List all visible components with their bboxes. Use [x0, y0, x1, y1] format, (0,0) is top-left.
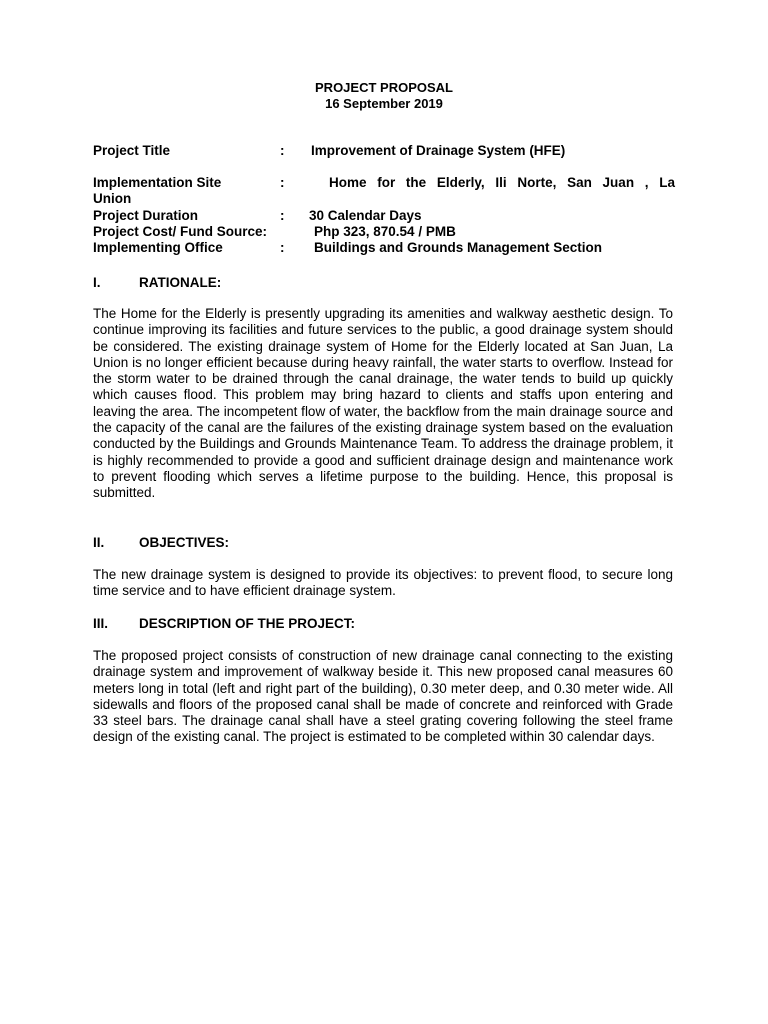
section-number: III.	[93, 616, 109, 631]
project-title-label: Project Title	[93, 143, 171, 158]
implementation-site-label: Implementation Site	[93, 175, 222, 190]
implementing-office-label: Implementing Office	[93, 240, 223, 255]
section-number: I.	[93, 275, 101, 290]
implementing-office-value: Buildings and Grounds Management Section	[314, 240, 603, 255]
objectives-paragraph: The new drainage system is designed to provide its objectives: to prevent flood, to secure long time service and to have efficient drainage system.	[93, 567, 673, 599]
implementation-site-value: Home for the Elderly, Ili Norte, San Juan , La	[329, 175, 675, 190]
project-cost-label: Project Cost/ Fund Source:	[93, 224, 268, 239]
project-title-value: Improvement of Drainage System (HFE)	[311, 143, 566, 158]
colon: :	[280, 143, 285, 158]
section-number: II.	[93, 535, 105, 550]
section-title: OBJECTIVES:	[139, 535, 230, 550]
colon: :	[280, 240, 285, 255]
colon: :	[280, 175, 285, 190]
description-paragraph: The proposed project consists of construction of new drainage canal connecting to the existing drainage system and improvement of walkway beside it. This new proposed canal measures 60 meters long in total (left and right part of the building), 0.30 meter deep, and 0.30 meter wide. All sidewalls and floors of the proposed canal shall be made of concrete and reinforced with Grade 33 steel bars. The drainage canal shall have a steel grating covering following the steel frame design of the existing canal. The project is estimated to be completed within 30 calendar days.	[93, 648, 673, 745]
project-cost-value: Php 323, 870.54 / PMB	[314, 224, 456, 239]
document-date: 16 September 2019	[325, 96, 443, 111]
implementation-site-value-cont: Union	[93, 191, 132, 206]
section-title: DESCRIPTION OF THE PROJECT:	[139, 616, 356, 631]
section-title: RATIONALE:	[139, 275, 222, 290]
colon: :	[280, 208, 285, 223]
document-title: PROJECT PROPOSAL	[315, 80, 453, 95]
rationale-paragraph: The Home for the Elderly is presently upgrading its amenities and walkway aesthetic design. To continue improving its facilities and future services to the public, a good drainage system should be considered. The existing drainage system of Home for the Elderly located at San Juan, La Union is no longer efficient because during heavy rainfall, the water starts to overflow. Instead for the storm water to be drained through the canal drainage, the water tends to build up quickly which causes flood. This problem may bring hazard to clients and staffs upon entering and leaving the area. The incompetent flow of water, the backflow from the main drainage source and the capacity of the canal are the failures of the existing drainage system based on the evaluation conducted by the Buildings and Grounds Maintenance Team. To address the drainage problem, it is highly recommended to provide a good and sufficient drainage design and maintenance work to prevent flooding which serves a lifetime purpose to the building. Hence, this proposal is submitted.	[93, 306, 673, 501]
project-duration-value: 30 Calendar Days	[309, 208, 422, 223]
project-duration-label: Project Duration	[93, 208, 199, 223]
